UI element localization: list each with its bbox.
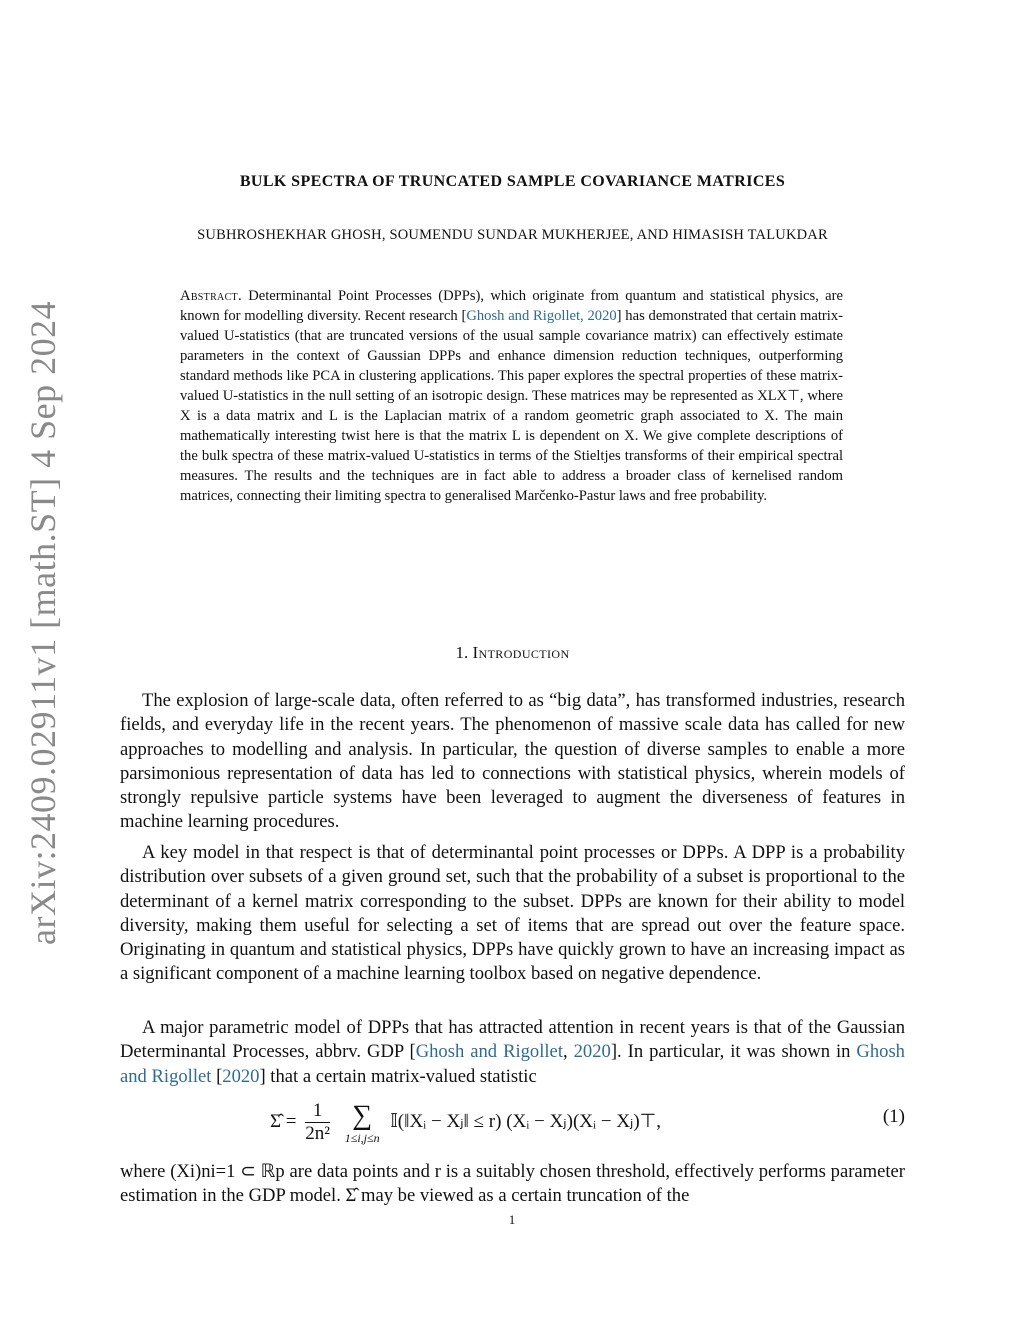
- fraction: [305, 1100, 330, 1145]
- fraction-denominator: 2n²: [305, 1123, 330, 1144]
- abstract-text-1: Determinantal Point Processes (DPPs), which originate from quantum and statistical physics, are known for modelling diversity. Recent research [: [180, 288, 843, 324]
- equation-formula: [270, 1100, 661, 1145]
- paragraph-text: A key model in that respect is that of determinantal point processes or DPPs. A DPP is a probability distribution over subsets of a given ground set, such that the probability of a subset is proportional to the determinant of a kernel matrix corresponding to the subset. DPPs are known for their ability to model diversity, making them useful for selecting a set of items that are spread out over the feature space. Originating in quantum and statistical physics, DPPs have quickly grown to have an increasing impact as a significant component of a machine learning toolbox based on negative dependence.: [120, 842, 905, 985]
- summation-limits: 1≤i,j≤n: [344, 1130, 380, 1145]
- paragraph-text: where (Xi)ni=1 ⊂ ℝp are data points and r is a suitably chosen threshold, effectively performs parameter estimation in the GDP model. Σ̂ may be viewed as a certain truncation of the: [120, 1161, 905, 1207]
- page-number: 1: [508, 1212, 516, 1227]
- section-heading: [120, 643, 905, 663]
- section-number: 1.: [455, 643, 469, 662]
- text-run: ] that a certain matrix-valued statistic: [259, 1065, 537, 1087]
- summation-symbol: ∑: [352, 1099, 373, 1131]
- citation-link[interactable]: Ghosh and Rigollet, 2020: [466, 308, 617, 324]
- equation-lhs: Σ̂ =: [270, 1110, 297, 1132]
- paragraph-1: [120, 689, 905, 835]
- fraction-numerator: 1: [305, 1100, 330, 1123]
- equation-1: [120, 1094, 905, 1150]
- text-run: ,: [562, 1041, 574, 1063]
- section-title: Introduction: [472, 643, 570, 662]
- arxiv-identifier-stamp: arXiv:2409.02911v1 [math.ST] 4 Sep 2024: [23, 300, 63, 945]
- paper-title: BULK SPECTRA OF TRUNCATED SAMPLE COVARIANCE MATRICES: [239, 173, 786, 190]
- paragraph-text: [120, 1016, 905, 1089]
- citation-link[interactable]: Ghosh and Rigollet: [120, 1041, 905, 1087]
- abstract-label: Abstract.: [180, 288, 242, 304]
- paragraph-4: [120, 1160, 905, 1209]
- abstract: [180, 286, 843, 506]
- text-run: [: [211, 1065, 223, 1087]
- text-run: ]. In particular, it was shown in: [610, 1041, 857, 1063]
- equation-number: (1): [882, 1106, 905, 1127]
- paragraph-text: The explosion of large-scale data, often referred to as “big data”, has transformed industries, research fields, and everyday life in the recent years. The phenomenon of massive scale data has called for new approaches to modelling and analysis. In particular, the question of diverse samples to enable a more parsimonious representation of data has led to connections with statistical physics, wherein models of strongly repulsive particle systems have been leveraged to augment the diverseness of features in machine learning procedures.: [120, 690, 905, 833]
- citation-year-link[interactable]: 2020: [222, 1065, 260, 1087]
- author-list: SUBHROSHEKHAR GHOSH, SOUMENDU SUNDAR MUKHERJEE, AND HIMASISH TALUKDAR: [197, 227, 828, 243]
- text-run: A major parametric model of DPPs that has attracted attention in recent years is that of the Gaussian Determinantal Processes, abbrv. GDP [: [120, 1017, 905, 1063]
- summation: [345, 1101, 380, 1145]
- equation-body: 𝕀(‖Xᵢ − Xⱼ‖ ≤ r) (Xᵢ − Xⱼ)(Xᵢ − Xⱼ)⊤,: [390, 1110, 661, 1132]
- paragraph-3: [120, 1016, 905, 1089]
- citation-year-link[interactable]: 2020: [573, 1041, 611, 1063]
- abstract-text-2: ] has demonstrated that certain matrix-valued U-statistics (that are truncated versions of the usual sample covariance matrix) can effectively estimate parameters in the context of Gaussian DPPs and enhance dimension reduction techniques, outperforming standard methods like PCA in clustering applications. This paper explores the spectral properties of these matrix-valued U-statistics in the null setting of an isotropic design. These matrices may be represented as XLX⊤, where X is a data matrix and L is the Laplacian matrix of a random geometric graph associated to X. The main mathematically interesting twist here is that the matrix L is dependent on X. We give complete descriptions of the bulk spectra of these matrix-valued U-statistics in terms of the Stieltjes transforms of their empirical spectral measures. The results and the techniques are in fact able to address a broader class of kernelised random matrices, connecting their limiting spectra to generalised Marčenko-Pastur laws and free probability.: [180, 308, 843, 504]
- citation-link[interactable]: Ghosh and Rigollet: [415, 1041, 563, 1063]
- paragraph-2: [120, 841, 905, 987]
